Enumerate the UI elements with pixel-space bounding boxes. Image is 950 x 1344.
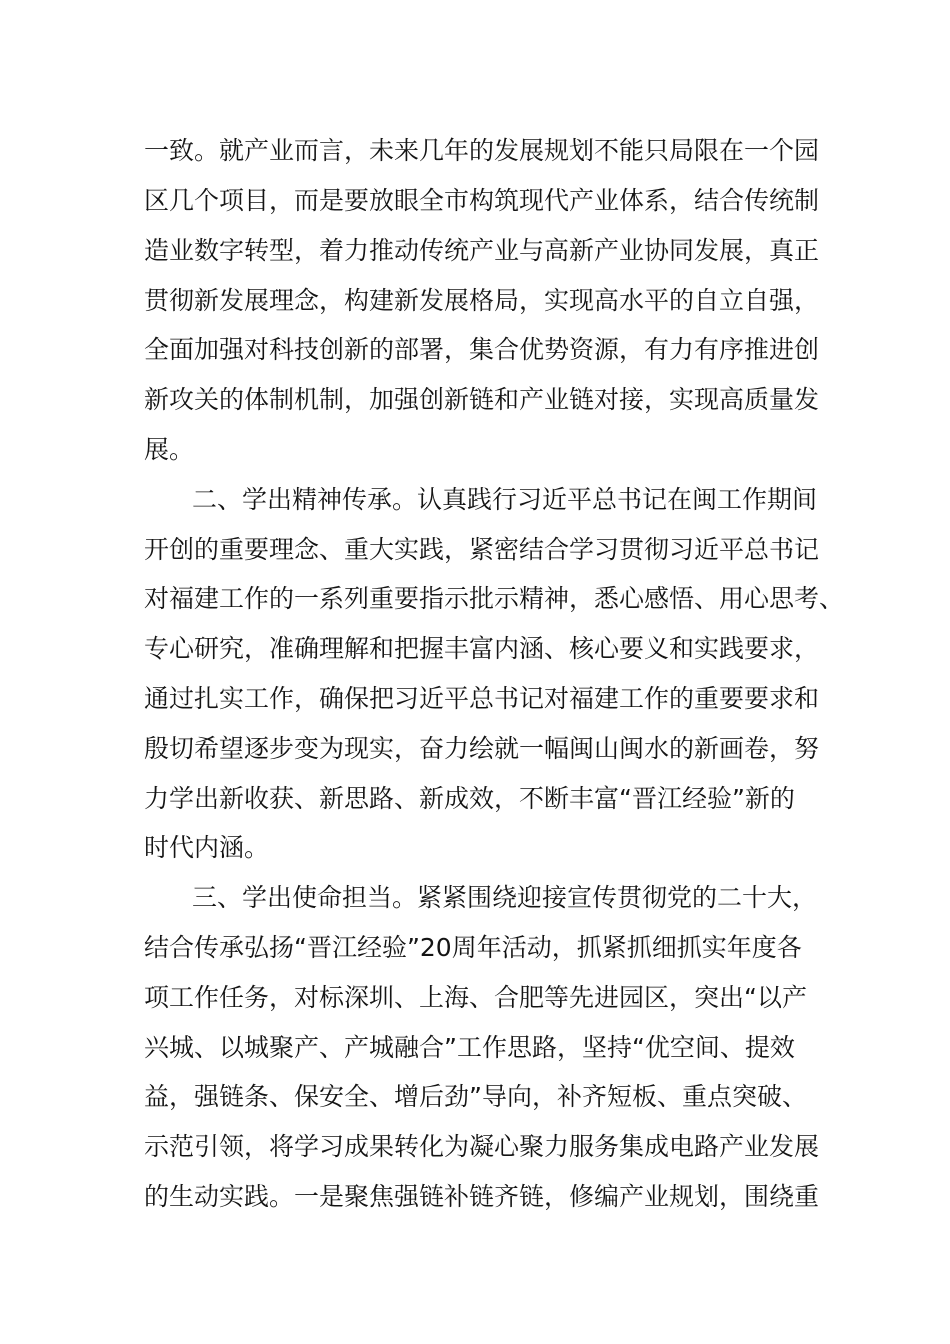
text-line-14: 力学出新收获、新思路、新成效，不断丰富“晋江经验”新的 <box>144 784 795 813</box>
text-line-4: 贯彻新发展理念，构建新发展格局，实现高水平的自立自强， <box>144 286 820 315</box>
text-line-22: 的生动实践。一是聚焦强链补链齐链，修编产业规划，围绕重 <box>144 1182 820 1211</box>
text-line-19: 兴城、以城聚产、产城融合”工作思路，坚持“优空间、提效 <box>144 1033 795 1062</box>
text-line-9: 开创的重要理念、重大实践，紧密结合学习贯彻习近平总书记 <box>144 535 820 564</box>
paragraph-3-heading-line: 三、学出使命担当。紧紧围绕迎接宣传贯彻党的二十大， <box>192 883 818 912</box>
text-line-18: 项工作任务，对标深圳、上海、合肥等先进园区，突出“以产 <box>144 983 807 1012</box>
text-line-5: 全面加强对科技创新的部署，集合优势资源，有力有序推进创 <box>144 335 820 364</box>
text-line-2: 区几个项目，而是要放眼全市构筑现代产业体系，结合传统制 <box>144 186 820 215</box>
text-line-17: 结合传承弘扬“晋江经验”20周年活动，抓紧抓细抓实年度各 <box>144 933 802 962</box>
text-line-20: 益，强链条、保安全、增后劲”导向，补齐短板、重点突破、 <box>144 1082 807 1111</box>
text-line-3: 造业数字转型，着力推动传统产业与高新产业协同发展，真正 <box>144 236 820 265</box>
text-line-7: 展。 <box>144 435 195 464</box>
text-line-10: 对福建工作的一系列重要指示批示精神，悉心感悟、用心思考、 <box>144 584 845 613</box>
text-line-12: 通过扎实工作，确保把习近平总书记对福建工作的重要要求和 <box>144 684 820 713</box>
text-line-13: 殷切希望逐步变为现实，奋力绘就一幅闽山闽水的新画卷，努 <box>144 734 820 763</box>
text-line-6: 新攻关的体制机制，加强创新链和产业链对接，实现高质量发 <box>144 385 820 414</box>
text-line-11: 专心研究，准确理解和把握丰富内涵、核心要义和实践要求， <box>144 634 820 663</box>
paragraph-2-heading-line: 二、学出精神传承。认真践行习近平总书记在闽工作期间 <box>192 485 818 514</box>
text-line-15: 时代内涵。 <box>144 833 270 862</box>
text-line-21: 示范引领，将学习成果转化为凝心聚力服务集成电路产业发展 <box>144 1132 820 1161</box>
text-line-1: 一致。就产业而言，未来几年的发展规划不能只局限在一个园 <box>144 136 820 165</box>
